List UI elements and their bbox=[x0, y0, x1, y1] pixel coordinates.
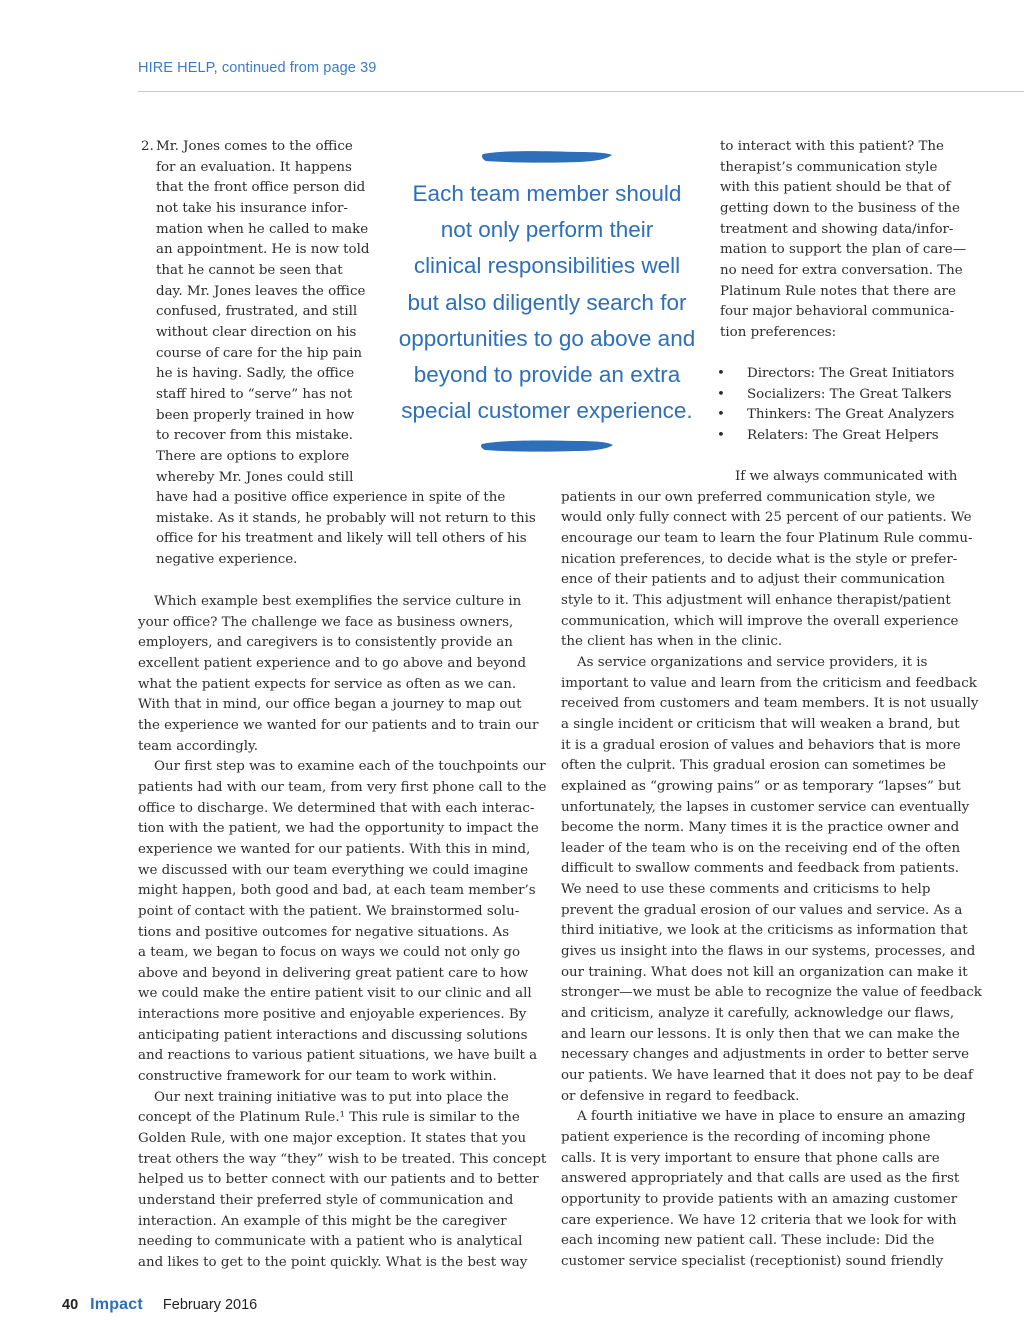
text-line: day. Mr. Jones leaves the office bbox=[156, 283, 366, 299]
page-footer bbox=[62, 1296, 257, 1314]
brush-stroke-bottom bbox=[480, 437, 615, 455]
text-line: leader of the team who is on the receiving end of the often bbox=[561, 840, 961, 856]
text-line: Our next training initiative was to put into place the bbox=[154, 1089, 509, 1105]
text-line: office to discharge. We determined that with each interac- bbox=[138, 800, 535, 816]
bullet-text: Relaters: The Great Helpers bbox=[747, 427, 939, 443]
text-line: opportunity to provide patients with an amazing customer bbox=[561, 1191, 958, 1207]
text-line: A fourth initiative we have in place to ensure an amazing bbox=[577, 1109, 966, 1125]
text-line: getting down to the business of the bbox=[720, 200, 960, 216]
bullet-text: Directors: The Great Initiators bbox=[747, 366, 955, 381]
text-line: and likes to get to the point quickly. What is the best way bbox=[138, 1255, 528, 1270]
brush-stroke-top bbox=[480, 148, 615, 166]
list-item-2-body bbox=[156, 137, 368, 488]
bullet-marker: • bbox=[717, 427, 725, 443]
text-line: With that in mind, our office began a journey to map out bbox=[138, 697, 522, 713]
paragraph bbox=[561, 653, 982, 1107]
text-line: ence of their patients and to adjust their communication bbox=[561, 572, 945, 588]
text-line: to interact with this patient? The bbox=[720, 139, 944, 154]
text-line: with this patient should be that of bbox=[720, 180, 951, 196]
text-line: a team, we began to focus on ways we could not only go bbox=[138, 945, 521, 961]
text-line: to recover from this mistake. bbox=[156, 428, 354, 444]
text-line: he is having. Sadly, the office bbox=[156, 366, 355, 382]
text-line: patients had with our team, from very first phone call to the bbox=[138, 779, 547, 795]
text-line: important to value and learn from the criticism and feedback bbox=[561, 675, 977, 691]
text-line: have had a positive office experience in spite of the bbox=[156, 490, 506, 505]
text-line: calls. It is very important to ensure that phone calls are bbox=[561, 1150, 940, 1166]
text-line: and reactions to various patient situations, we have built a bbox=[138, 1048, 538, 1064]
text-line: care experience. We have 12 criteria that we look for with bbox=[561, 1212, 957, 1228]
header-divider bbox=[138, 91, 1024, 92]
bullet-item bbox=[717, 385, 977, 406]
text-line: therapist’s communication style bbox=[720, 159, 938, 175]
text-line: an appointment. He is now told bbox=[156, 242, 370, 258]
text-line: each incoming new patient call. These include: Did the bbox=[561, 1233, 935, 1249]
text-line: for an evaluation. It happens bbox=[156, 159, 352, 175]
pull-quote-line: Each team member should bbox=[412, 181, 682, 206]
text-line: a single incident or criticism that will weaken a brand, but bbox=[561, 716, 960, 732]
text-line: Platinum Rule notes that there are bbox=[720, 283, 956, 299]
text-line: become the norm. Many times it is the practice owner and bbox=[561, 820, 960, 836]
issue-date: February 2016 bbox=[162, 1297, 258, 1313]
text-line: our patients. We have learned that it does not pay to be deaf bbox=[561, 1068, 973, 1084]
text-line: communication, which will improve the overall experience bbox=[561, 613, 959, 629]
bullet-marker: • bbox=[717, 386, 725, 402]
text-line: excellent patient experience and to go above and beyond bbox=[138, 655, 527, 671]
text-line: been properly trained in how bbox=[156, 407, 355, 423]
text-line: point of contact with the patient. We brainstormed solu- bbox=[138, 903, 520, 919]
text-line: course of care for the hip pain bbox=[156, 345, 363, 361]
text-line: the client has when in the clinic. bbox=[561, 634, 783, 650]
bullet-text: Thinkers: The Great Analyzers bbox=[747, 407, 955, 423]
left-column-body bbox=[138, 592, 547, 1274]
paragraph bbox=[138, 1088, 547, 1274]
text-line: interactions more positive and enjoyable experiences. By bbox=[138, 1007, 527, 1023]
text-line: mistake. As it stands, he probably will not return to this bbox=[156, 510, 536, 526]
text-line: tions and positive outcomes for negative situations. As bbox=[138, 924, 510, 940]
text-line: might happen, both good and bad, at each team member’s bbox=[138, 883, 536, 899]
text-line: constructive framework for our team to work within. bbox=[138, 1069, 497, 1085]
text-line: and criticism, analyze it carefully, acknowledge our flaws, bbox=[561, 1006, 955, 1022]
text-line: mation when he called to make bbox=[156, 221, 369, 237]
text-line: gives us insight into the flaws in our systems, processes, and bbox=[561, 944, 976, 960]
text-line: that he cannot be seen that bbox=[156, 262, 343, 278]
magazine-logo: Impact bbox=[90, 1296, 143, 1313]
text-line: employers, and caregivers is to consistently provide an bbox=[138, 635, 513, 651]
text-line: we could make the entire patient visit to our clinic and all bbox=[138, 986, 532, 1002]
text-line: or defensive in regard to feedback. bbox=[561, 1088, 800, 1104]
text-line: third initiative, we look at the criticisms as information that bbox=[561, 923, 968, 939]
text-line: customer service specialist (receptionist) sound friendly bbox=[561, 1253, 944, 1269]
right-column-body bbox=[561, 467, 982, 1273]
text-line: answered appropriately and that calls are used as the first bbox=[561, 1171, 960, 1187]
text-line: difficult to swallow comments and feedback from patients. bbox=[561, 861, 959, 877]
pull-quote-line: not only perform their bbox=[440, 217, 654, 243]
text-line: your office? The challenge we face as business owners, bbox=[138, 614, 514, 630]
pull-quote-line: but also diligently search for bbox=[407, 289, 687, 315]
text-line: staff hired to “serve” has not bbox=[156, 386, 353, 402]
bullet-marker: • bbox=[717, 366, 725, 381]
text-line: no need for extra conversation. The bbox=[720, 262, 963, 278]
text-line: We need to use these comments and criticisms to help bbox=[561, 882, 931, 898]
text-line: whereby Mr. Jones could still bbox=[156, 469, 354, 485]
paragraph bbox=[561, 467, 973, 653]
text-line: If we always communicated with bbox=[735, 469, 958, 484]
pull-quote-line: special customer experience. bbox=[401, 398, 693, 424]
text-line: As service organizations and service providers, it is bbox=[577, 654, 928, 670]
text-line: experience we wanted for our patients. With this in mind, bbox=[138, 841, 531, 857]
text-line: treat others the way “they” wish to be treated. This concept bbox=[138, 1151, 547, 1167]
text-line: received from customers and team members. It is not usually bbox=[561, 696, 979, 712]
text-line: our training. What does not kill an organization can make it bbox=[561, 964, 968, 980]
page-number: 40 bbox=[62, 1297, 79, 1313]
text-line: tion preferences: bbox=[720, 324, 837, 340]
text-line: negative experience. bbox=[156, 551, 298, 567]
list-number: 2. bbox=[141, 139, 154, 154]
text-line: anticipating patient interactions and discussing solutions bbox=[138, 1027, 528, 1043]
text-line: team accordingly. bbox=[138, 738, 259, 754]
text-line: encourage our team to learn the four Platinum Rule commu- bbox=[561, 530, 973, 546]
text-line: often the culprit. This gradual erosion can sometimes be bbox=[561, 758, 946, 774]
communication-preferences-list bbox=[717, 364, 977, 447]
text-line: stronger—we must be able to recognize the value of feedback bbox=[561, 985, 982, 1001]
right-column-intro bbox=[720, 137, 967, 344]
text-line: necessary changes and adjustments in order to better serve bbox=[561, 1047, 970, 1063]
bullet-marker: • bbox=[717, 407, 725, 423]
text-line: Which example best exemplifies the service culture in bbox=[154, 594, 522, 609]
text-line: above and beyond in delivering great patient care to how bbox=[138, 965, 529, 981]
text-line: interaction. An example of this might be the caregiver bbox=[138, 1213, 507, 1229]
paragraph bbox=[138, 757, 547, 1088]
text-line: it is a gradual erosion of values and behaviors that is more bbox=[561, 737, 961, 753]
text-line: explained as “growing pains” or as temporary “lapses” but bbox=[561, 778, 961, 794]
text-line: understand their preferred style of communication and bbox=[138, 1193, 514, 1209]
paragraph bbox=[138, 592, 538, 757]
bullet-item bbox=[717, 405, 977, 426]
text-line: Golden Rule, with one major exception. It states that you bbox=[138, 1131, 527, 1147]
bullet-item bbox=[717, 426, 977, 447]
text-line: patients in our own preferred communication style, we bbox=[561, 489, 936, 505]
text-line: prevent the gradual erosion of our values and service. As a bbox=[561, 902, 963, 918]
text-line: Mr. Jones comes to the office bbox=[156, 139, 353, 154]
text-line: needing to communicate with a patient who is analytical bbox=[138, 1234, 523, 1250]
text-line: mation to support the plan of care— bbox=[720, 242, 967, 258]
text-line: tion with the patient, we had the opportunity to impact the bbox=[138, 821, 539, 837]
paragraph bbox=[561, 1107, 966, 1272]
list-item-2-continuation bbox=[156, 488, 541, 571]
bullet-item bbox=[717, 364, 977, 385]
text-line: concept of the Platinum Rule.¹ This rule is similar to the bbox=[138, 1110, 520, 1126]
pull-quote bbox=[392, 176, 702, 429]
continued-header: HIRE HELP, continued from page 39 bbox=[138, 60, 377, 76]
text-line: and learn our lessons. It is only then that we can make the bbox=[561, 1026, 960, 1042]
text-line: the experience we wanted for our patients and to train our bbox=[138, 717, 539, 733]
text-line: treatment and showing data/infor- bbox=[720, 221, 954, 237]
pull-quote-line: beyond to provide an extra bbox=[413, 362, 681, 388]
text-line: without clear direction on his bbox=[156, 324, 357, 340]
text-line: nication preferences, to decide what is the style or prefer- bbox=[561, 551, 958, 567]
list-item-2 bbox=[138, 137, 368, 488]
pull-quote-line: opportunities to go above and bbox=[398, 325, 696, 351]
pull-quote-line: clinical responsibilities well bbox=[413, 253, 681, 279]
text-line: we discussed with our team everything we could imagine bbox=[138, 862, 529, 878]
text-line: office for his treatment and likely will tell others of his bbox=[156, 531, 527, 547]
text-line: helped us to better connect with our patients and to better bbox=[138, 1172, 539, 1188]
text-line: that the front office person did bbox=[156, 180, 366, 196]
text-line: confused, frustrated, and still bbox=[156, 304, 358, 320]
text-line: not take his insurance infor- bbox=[156, 200, 348, 216]
bullet-text: Socializers: The Great Talkers bbox=[747, 386, 952, 402]
text-line: There are options to explore bbox=[156, 448, 350, 464]
text-line: what the patient expects for service as often as we can. bbox=[138, 676, 517, 692]
text-line: style to it. This adjustment will enhance therapist/patient bbox=[561, 592, 951, 608]
text-line: patient experience is the recording of incoming phone bbox=[561, 1130, 931, 1145]
text-line: would only fully connect with 25 percent of our patients. We bbox=[561, 510, 972, 526]
text-line: unfortunately, the lapses in customer service can eventually bbox=[561, 799, 970, 815]
text-line: Our first step was to examine each of the touchpoints our bbox=[154, 759, 546, 775]
text-line: four major behavioral communica- bbox=[720, 304, 955, 320]
